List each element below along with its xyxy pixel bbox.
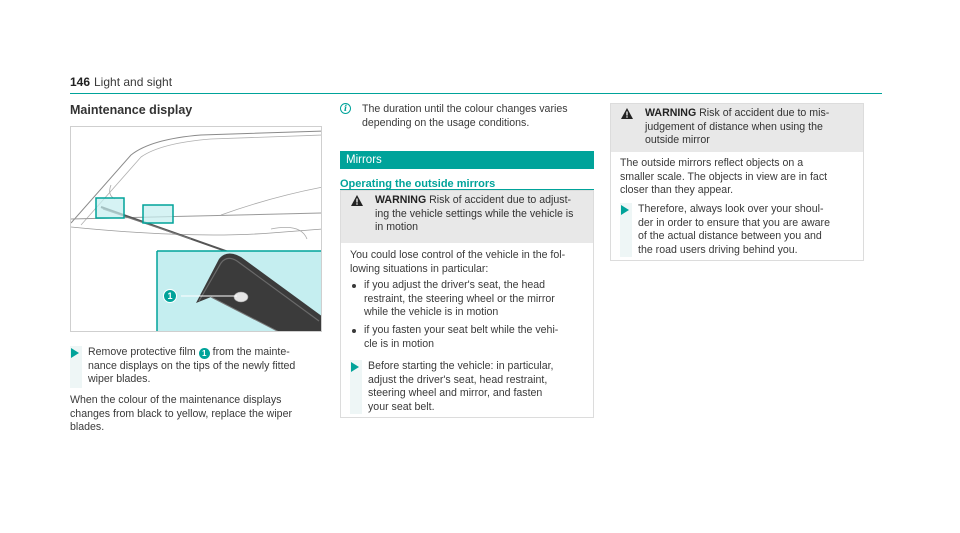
step-text: Before starting the vehicle: in particular, adjust the driver's seat, head restraint, steering wheel and mirror, and fasten your seat belt. <box>368 360 554 413</box>
warning-box-adjust: WARNING Risk of accident due to adjust- ing the vehicle settings while the vehicle is in motion You could lose control of the vehicle in the fol- lowing situations in particular: if you adjust the driver's seat, the head restraint, the steering wheel or the mirror while the vehicle is in motion if you fasten your seat belt while the vehi- cle is in motion Before starting the vehicle: in particular, adjust the driver's seat, head restraint, steering wheel and mirror, and fasten your seat belt. <box>340 190 594 418</box>
bullet-dot <box>352 284 356 288</box>
look-over-shoulder-step <box>620 203 860 257</box>
step-arrow-icon <box>351 362 359 372</box>
warning-body: The outside mirrors reflect objects on a smaller scale. The objects in view are in fact closer than they appear. <box>620 157 828 196</box>
warning-title: WARNING Risk of accident due to mis- judgement of distance when using the outside mirror <box>645 107 830 146</box>
step-arrow-icon <box>621 205 629 215</box>
operating-mirrors-heading <box>340 174 594 190</box>
colour-change-paragraph: When the colour of the maintenance displays changes from black to yellow, replace the wiper blades. <box>70 394 292 433</box>
remove-film-step <box>70 346 325 388</box>
warning-title: WARNING Risk of accident due to adjust- ing the vehicle settings while the vehicle is in motion <box>375 194 574 233</box>
step-text: Remove protective film 1 from the mainte- nance displays on the tips of the newly fitted wiper blades. <box>88 346 296 385</box>
section-title: Mirrors <box>346 154 382 166</box>
sub-title: Operating the outside mirrors <box>340 178 496 190</box>
maintenance-display-heading: Maintenance display <box>70 103 193 117</box>
info-text: The duration until the colour changes varies depending on the usage conditions. <box>362 103 568 129</box>
mirrors-section-bar <box>340 151 594 169</box>
page-header <box>70 72 882 94</box>
inline-callout-1: 1 <box>199 348 210 359</box>
wiper-illustration <box>70 126 322 332</box>
warning-header <box>341 191 593 243</box>
step-text: Therefore, always look over your shoul- der in order to ensure that you are aware of the actual distance between you and the road users driving behind you. <box>638 203 830 256</box>
windshield-wiper-drawing <box>71 127 322 332</box>
warning-box-distance <box>610 103 864 261</box>
page-number: 146 <box>70 75 91 89</box>
bullet-dot <box>352 329 356 333</box>
warning-body: You could lose control of the vehicle in the fol- lowing situations in particular: <box>350 249 566 275</box>
warning-header <box>611 104 863 152</box>
chapter-title: Light and sight <box>94 75 173 89</box>
warning-triangle-icon <box>351 195 363 206</box>
info-icon: i <box>340 103 351 114</box>
figure-callout-1: 1 <box>163 289 177 303</box>
step-arrow-icon <box>71 348 79 358</box>
warning-triangle-icon <box>621 108 633 119</box>
before-starting-step <box>350 360 590 414</box>
